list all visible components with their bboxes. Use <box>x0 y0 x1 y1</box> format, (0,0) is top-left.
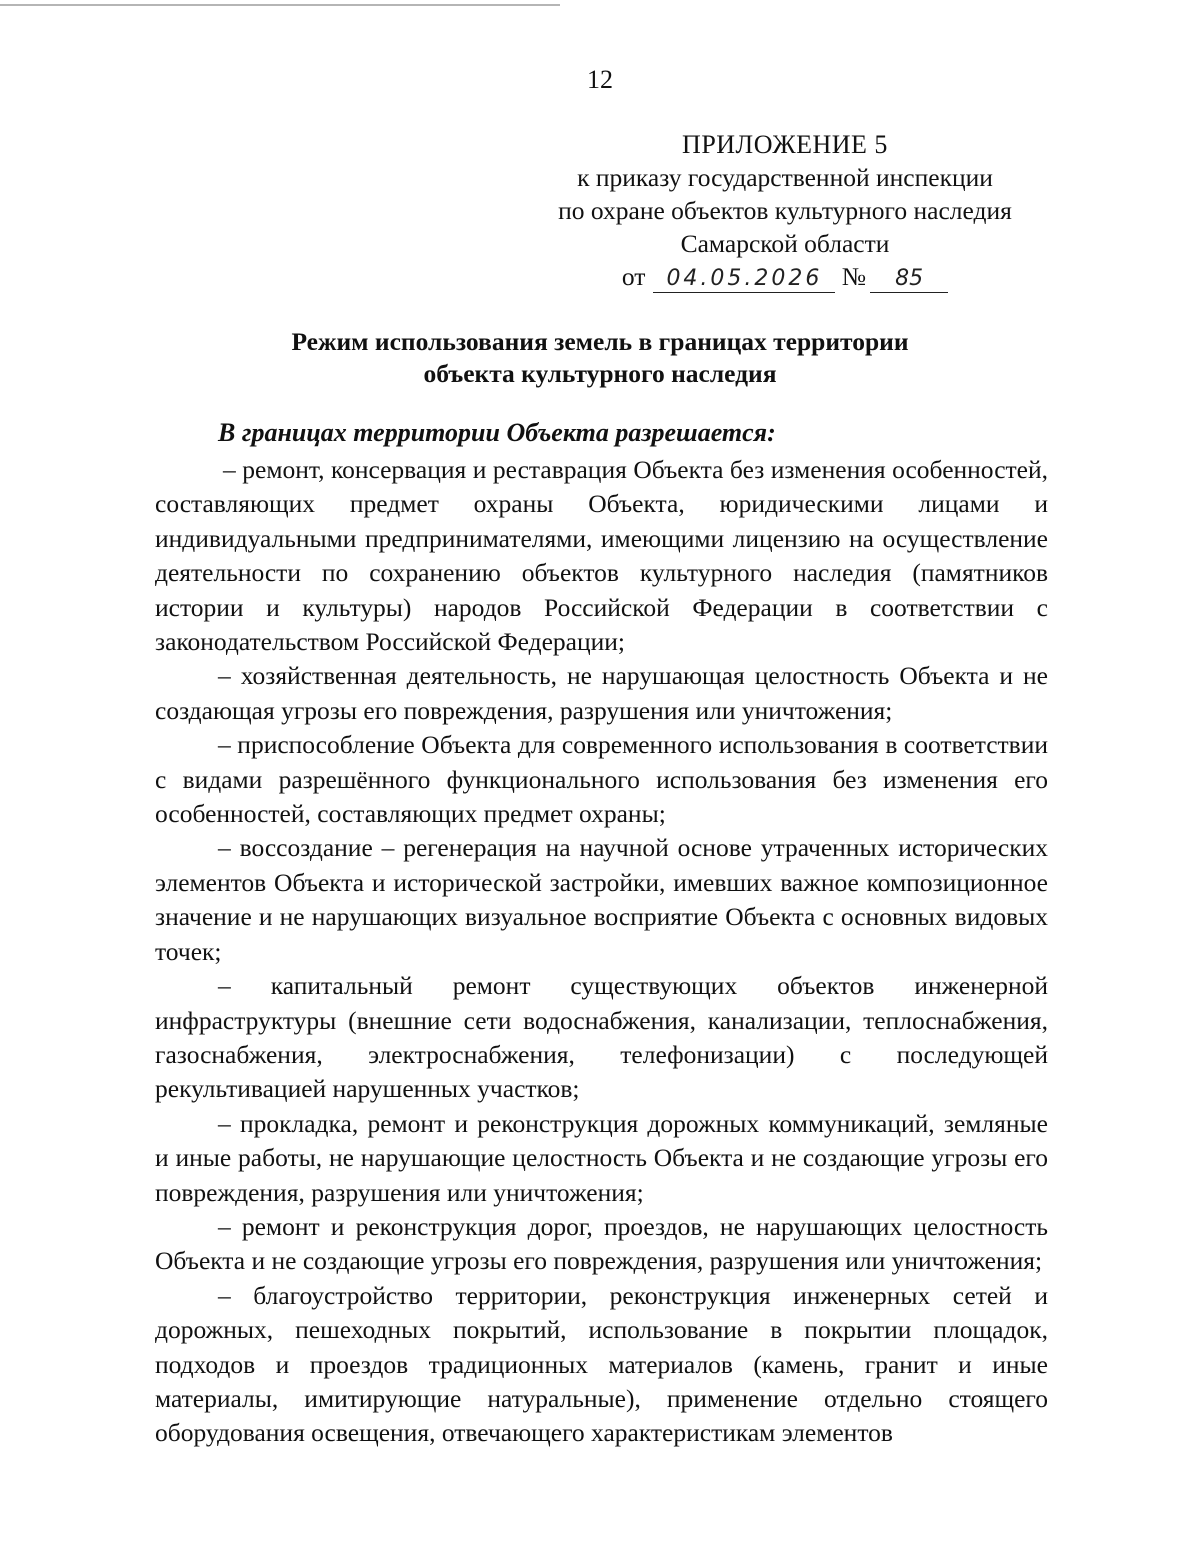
appendix-line-2: по охране объектов культурного наследия <box>558 196 1012 225</box>
list-item: – капитальный ремонт существующих объектов инженерной инфраструктуры (внешние сети водоснабжения, канализации, теплоснабжения, газоснабжения, электроснабжения, телефонизации) с последующей рекультивацией нарушенных участков; <box>155 971 1048 1104</box>
number-sign: № <box>841 262 867 291</box>
list-item: – благоустройство территории, реконструкция инженерных сетей и дорожных, пешеходных покрытий, использование в покрытии площадок, подходов и проездов традиционных материалов (камень, гранит и иные материалы, имитирующие натуральные), применение отдельно стоящего оборудования освещения, отвечающего характеристикам элементов <box>155 1280 1048 1448</box>
document-title <box>0 326 1200 390</box>
order-date-number-line <box>520 260 1050 293</box>
section-heading: В границах территории Объекта разрешается: <box>218 418 776 447</box>
document-title-line-2: объекта культурного наследия <box>423 359 777 388</box>
page-number: 12 <box>587 65 613 94</box>
list-item: – ремонт, консервация и реставрация Объекта без изменения особенностей, составляющих предмет охраны Объекта, юридическими лицами и индивидуальными предпринимателями, имеющими лицензию на осуществление деятельности по сохранению объектов культурного наследия (памятников истории и культуры) народов Российской Федерации в соответствии с законодательством Российской Федерации; <box>155 455 1048 657</box>
from-prefix: от <box>621 262 646 291</box>
document-title-line-1: Режим использования земель в границах территории <box>291 327 909 356</box>
handwritten-date-field: 04.05.2026 <box>653 266 835 293</box>
appendix-title: ПРИЛОЖЕНИЕ 5 <box>682 130 888 159</box>
list-item: – прокладка, ремонт и реконструкция дорожных коммуникаций, земляные и иные работы, не нарушающие целостность Объекта и не создающие угрозы его повреждения, разрушения или уничтожения; <box>155 1108 1048 1207</box>
handwritten-number-field: 85 <box>870 266 948 293</box>
appendix-block <box>520 128 1050 293</box>
appendix-line-1: к приказу государственной инспекции <box>577 163 993 192</box>
list-item: – ремонт и реконструкция дорог, проездов, не нарушающих целостность Объекта и не создающие угрозы его повреждения, разрушения или уничтожения; <box>155 1211 1048 1276</box>
document-body <box>155 413 1048 1451</box>
list-item: – приспособление Объекта для современного использования в соответствии с видами разрешённого функционального использования без изменения его особенностей, составляющих предмет охраны; <box>155 730 1048 829</box>
appendix-line-3: Самарской области <box>680 229 890 258</box>
list-item: – хозяйственная деятельность, не нарушающая целостность Объекта и не создающая угрозы его повреждения, разрушения или уничтожения; <box>155 661 1048 725</box>
scan-top-rule <box>0 4 560 6</box>
list-item: – воссоздание – регенерация на научной основе утраченных исторических элементов Объекта и исторической застройки, имевших важное композиционное значение и не нарушающих визуальное восприятие Объекта с основных видовых точек; <box>155 833 1048 966</box>
